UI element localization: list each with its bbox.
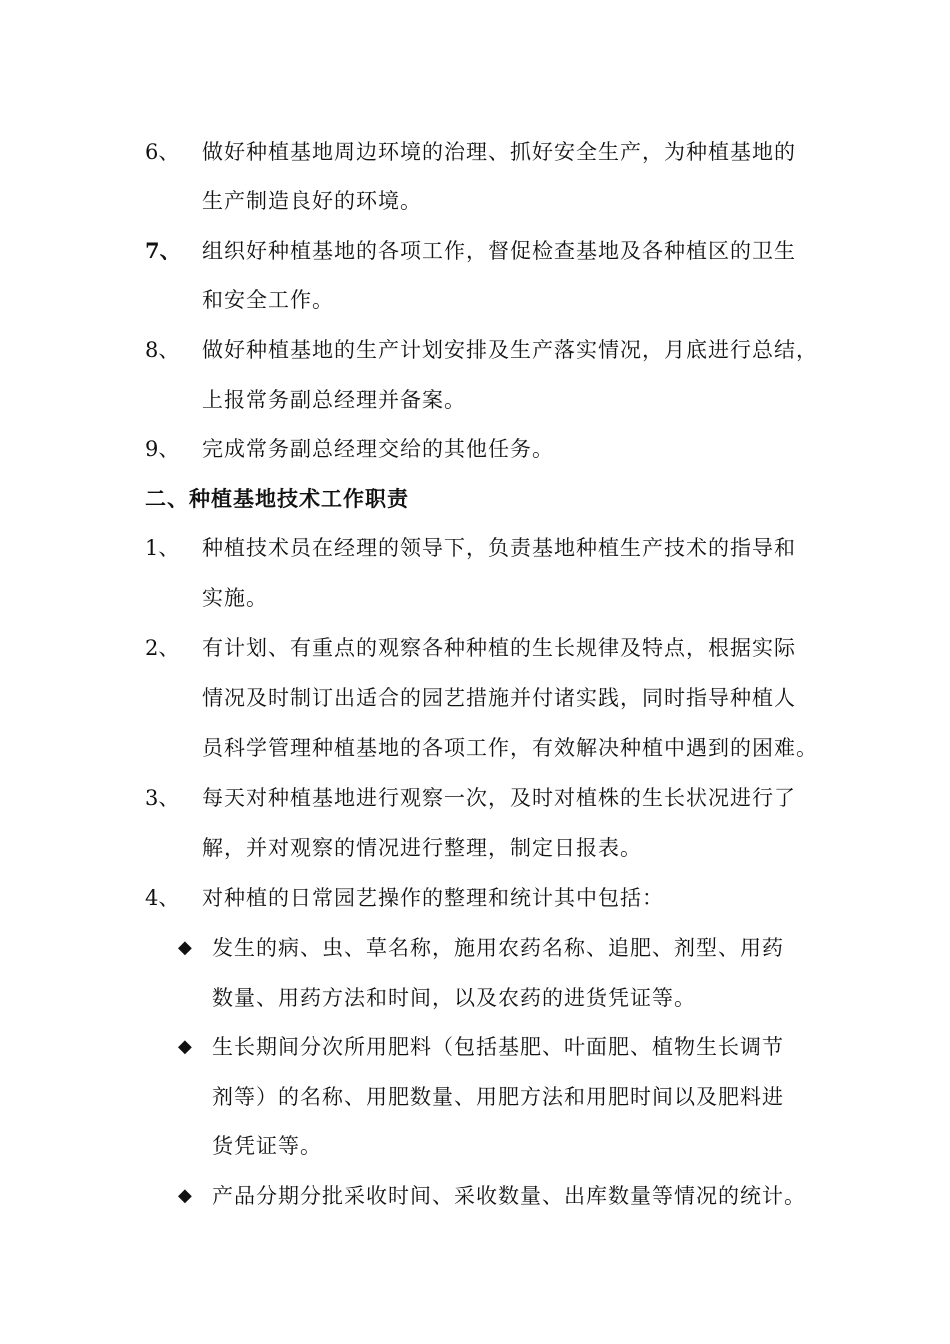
list-item-text: 种植技术员在经理的领导下，负责基地种植生产技术的指导和 (202, 536, 796, 560)
list-item-number: 2、 (145, 636, 180, 660)
bullet-text: 剂等）的名称、用肥数量、用肥方法和用肥时间以及肥料进 (212, 1085, 784, 1109)
bullet-text: 数量、用药方法和时间，以及农药的进货凭证等。 (212, 986, 696, 1010)
list-item-text: 上报常务副总经理并备案。 (202, 388, 466, 412)
bullet-text: 发生的病、虫、草名称，施用农药名称、追肥、剂型、用药 (212, 936, 784, 960)
bullet-text: 产品分期分批采收时间、采收数量、出库数量等情况的统计。 (212, 1184, 806, 1208)
list-item-number: 6、 (145, 140, 180, 164)
bullet-text: 生长期间分次所用肥料（包括基肥、叶面肥、植物生长调节 (212, 1035, 784, 1059)
list-item-text: 和安全工作。 (202, 288, 334, 312)
list-item-text: 员科学管理种植基地的各项工作，有效解决种植中遇到的困难。 (202, 736, 818, 760)
list-item-number: 3、 (145, 786, 180, 810)
list-item-number: 9、 (145, 437, 180, 461)
list-item-text: 做好种植基地周边环境的治理、抓好安全生产，为种植基地的 (202, 140, 796, 164)
list-item-text: 每天对种植基地进行观察一次，及时对植株的生长状况进行了 (202, 786, 796, 810)
section-heading: 二、种植基地技术工作职责 (145, 486, 409, 511)
list-item-number: 8、 (145, 338, 180, 362)
list-item-number: 1、 (145, 536, 180, 560)
list-item-text: 情况及时制订出适合的园艺措施并付诸实践，同时指导种植人 (202, 686, 796, 710)
list-item-number: 7、 (145, 238, 181, 263)
bullet-text: 货凭证等。 (212, 1134, 322, 1158)
diamond-bullet-icon: ◆ (178, 937, 192, 958)
list-item-text: 解，并对观察的情况进行整理，制定日报表。 (202, 836, 642, 860)
list-item-number: 4、 (145, 886, 180, 910)
list-item-text: 实施。 (202, 586, 268, 610)
list-item-text: 生产制造良好的环境。 (202, 189, 422, 213)
list-item-text: 对种植的日常园艺操作的整理和统计其中包括： (202, 886, 664, 910)
diamond-bullet-icon: ◆ (178, 1185, 192, 1206)
diamond-bullet-icon: ◆ (178, 1036, 192, 1057)
list-item-text: 有计划、有重点的观察各种种植的生长规律及特点，根据实际 (202, 636, 796, 660)
list-item-text: 组织好种植基地的各项工作，督促检查基地及各种植区的卫生 (202, 239, 796, 263)
list-item-text: 做好种植基地的生产计划安排及生产落实情况，月底进行总结， (202, 338, 818, 362)
list-item-text: 完成常务副总经理交给的其他任务。 (202, 437, 554, 461)
